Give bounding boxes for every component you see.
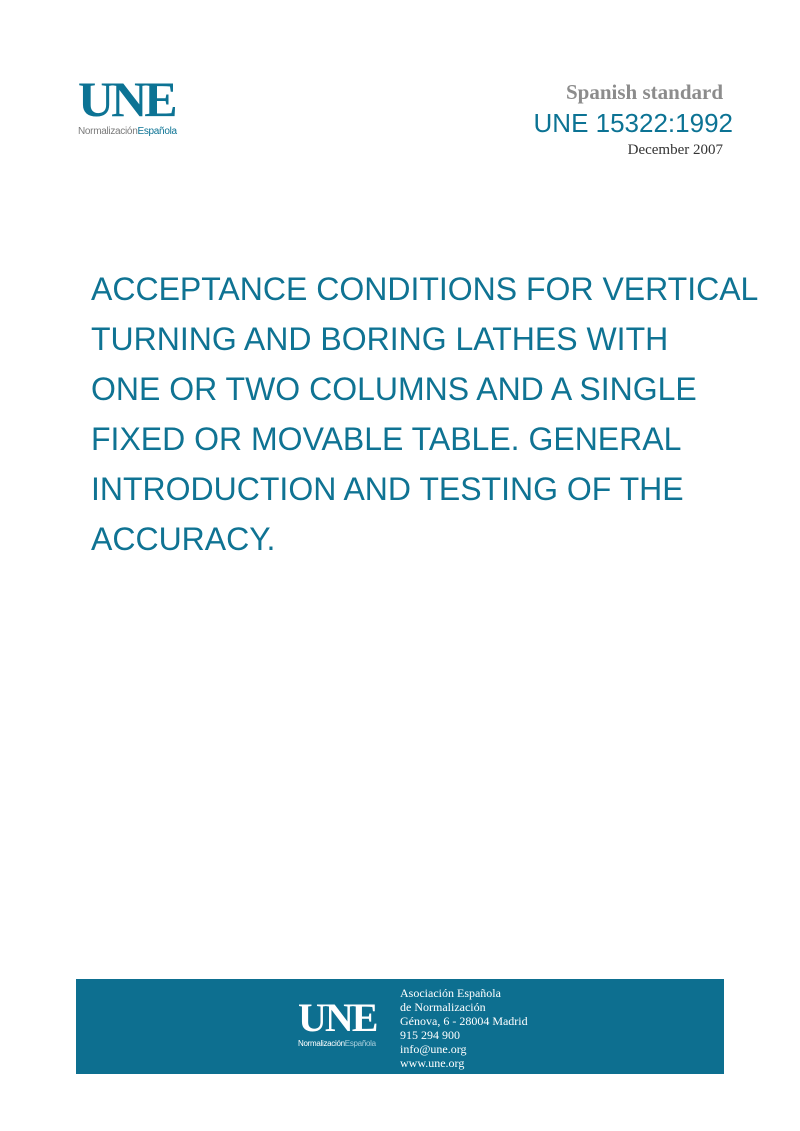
footer-une-logo-tagline — [298, 1039, 376, 1049]
standard-label: Spanish standard — [566, 80, 723, 104]
une-logo-tagline — [78, 126, 198, 138]
footer-logo-tagline-espanola: Española — [344, 1039, 376, 1048]
footer-une-logo-mark: UNE — [298, 995, 377, 1040]
document-title: ACCEPTANCE CONDITIONS FOR VERTICAL TURNING AND BORING LATHES WITH ONE OR TWO COLUMNS AND A SINGLE FIXED OR MOVABLE TABLE. GENERAL INTRODUCTION AND TESTING OF THE ACCURACY. — [91, 271, 759, 557]
contact-email[interactable]: info@une.org — [400, 1042, 467, 1056]
footer-band — [76, 979, 724, 1074]
une-logo-mark: UNE — [78, 71, 175, 127]
contact-phone: 915 294 900 — [400, 1028, 460, 1042]
footer-logo-tagline-normalizacion: Normalización — [298, 1039, 345, 1048]
contact-address: Génova, 6 - 28004 Madrid — [400, 1014, 528, 1028]
footer-une-logo — [298, 995, 377, 1049]
une-logo-tagline-espanola: Española — [137, 126, 177, 137]
standard-code: UNE 15322:1992 — [533, 108, 733, 138]
publication-date: December 2007 — [627, 142, 723, 158]
footer-contact-info — [400, 986, 528, 1070]
une-logo-tagline-normalizacion: Normalización — [78, 126, 138, 137]
contact-org-line-1: Asociación Española — [400, 986, 501, 1000]
contact-website[interactable]: www.une.org — [400, 1056, 465, 1070]
une-logo — [78, 71, 198, 138]
contact-org-line-2: de Normalización — [400, 1000, 486, 1014]
